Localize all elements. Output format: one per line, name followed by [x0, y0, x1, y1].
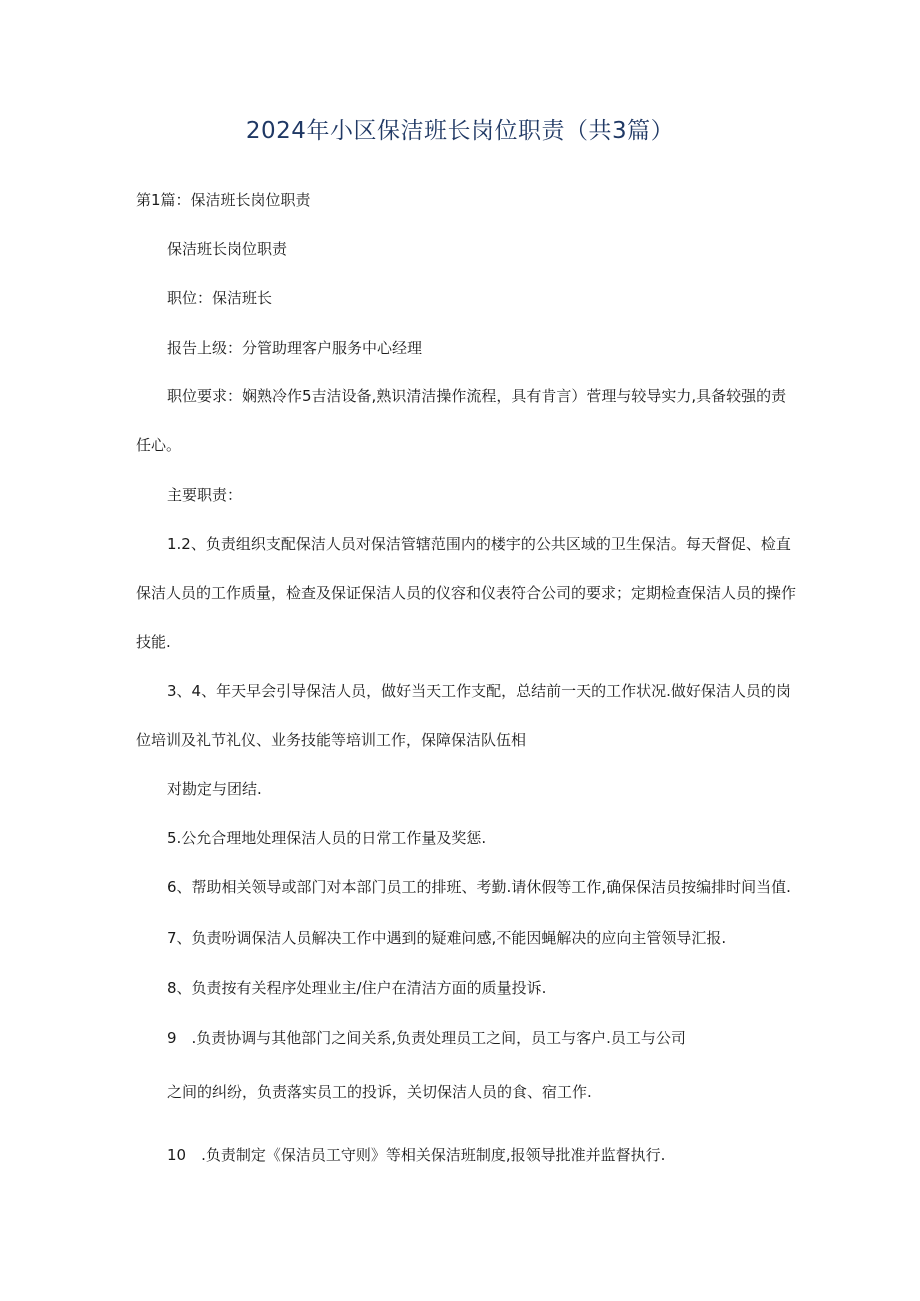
document-title: 2024年小区保洁班长岗位职责（共3篇）	[245, 118, 675, 144]
paragraph-line: 技能.	[136, 633, 171, 651]
paragraph-line: 5.公允合理地处理保洁人员的日常工作量及奖惩.	[167, 829, 487, 847]
paragraph-line: 9 .负责协调与其他部门之间关系,负责处理员工之间，员工与客户.员工与公司	[167, 1029, 686, 1047]
paragraph-line: 8、负责按有关程序处理业主/住户在清洁方面的质量投诉.	[167, 979, 547, 997]
paragraph-line: 3、4、年天早会引导保洁人员，做好当天工作支配，总结前一天的工作状况.做好保洁人员的岗	[167, 682, 791, 700]
paragraph-line: 6、帮助相关领导或部门对本部门员工的排班、考勤.请休假等工作,确保保洁员按编排时间当值.	[167, 878, 791, 896]
paragraph-line: 任心。	[136, 436, 182, 454]
paragraph-line: 7、负责吩调保洁人员解决工作中遇到的疑难问感,不能因蝇解决的应向主管领导汇报.	[167, 929, 727, 947]
paragraph-line: 位培训及礼节礼仪、业务技能等培训工作，保障保洁队伍相	[136, 731, 527, 749]
paragraph-line: 职位：保洁班长	[167, 289, 273, 307]
paragraph-line: 1.2、负责组织支配保洁人员对保洁管辖范围内的楼宇的公共区域的卫生保洁。每天督促、检直	[167, 535, 791, 553]
paragraph-line: 之间的纠纷，负责落实员工的投诉，关切保洁人员的食、宿工作.	[167, 1083, 592, 1101]
section-heading: 第1篇：保洁班长岗位职责	[136, 191, 311, 209]
paragraph-line: 主要职责：	[167, 486, 243, 504]
paragraph-line: 报告上级：分管助理客户服务中心经理	[167, 339, 423, 357]
paragraph-line: 10 .负责制定《保洁员工守则》等相关保洁班制度,报领导批准并监督执行.	[167, 1146, 666, 1164]
paragraph-line: 职位要求：娴熟冷作5吉洁设备,熟识清洁操作流程，具有肯言）菅理与较导实力,具备较强的责	[167, 387, 787, 405]
paragraph-line: 对勘定与团结.	[167, 780, 262, 798]
paragraph-line: 保洁人员的工作质量，检查及保证保洁人员的仪容和仪表符合公司的要求；定期检查保洁人员的操作	[136, 584, 797, 602]
paragraph-line: 保洁班长岗位职责	[167, 240, 288, 258]
